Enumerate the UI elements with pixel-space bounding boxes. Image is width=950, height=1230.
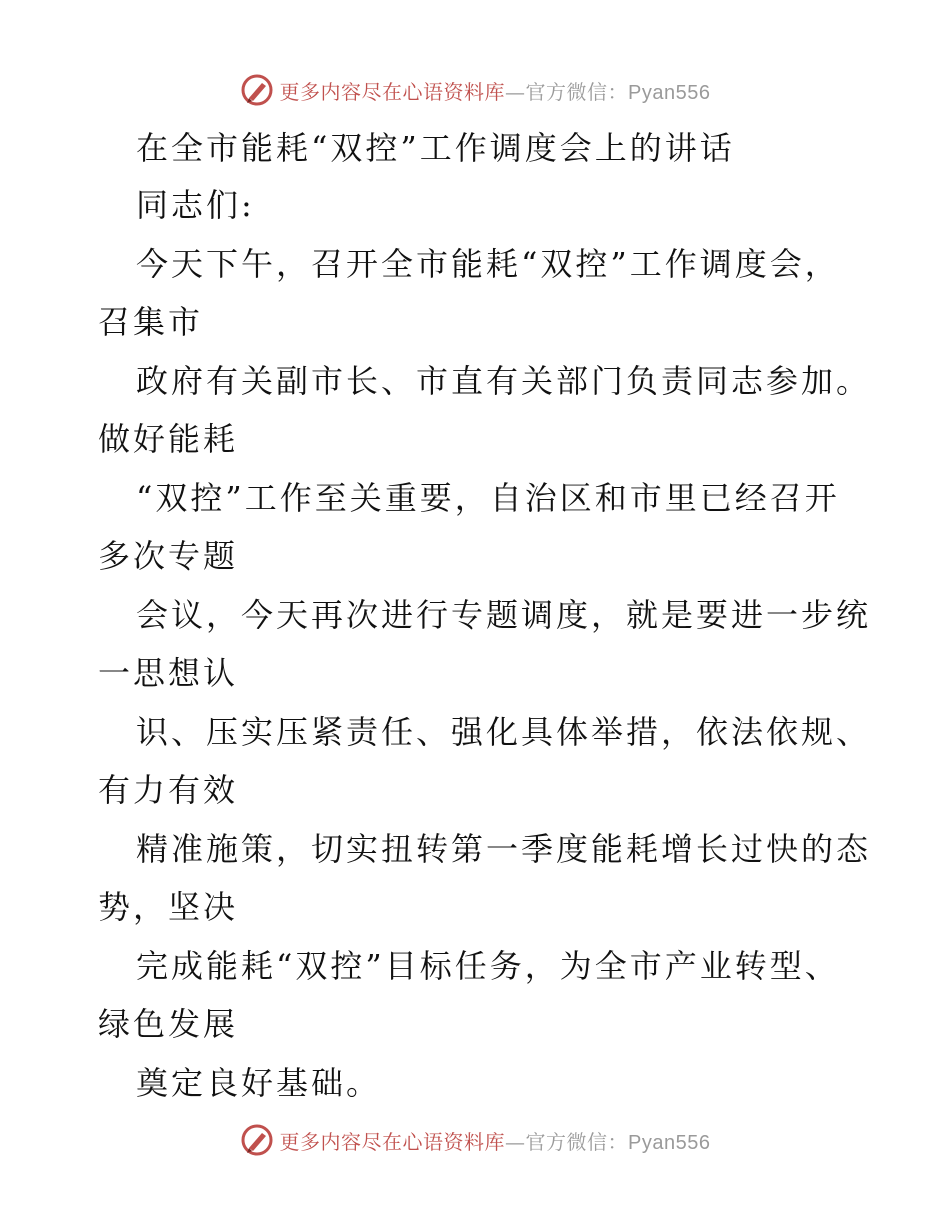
paragraph-line: 召集市 xyxy=(98,303,204,341)
banner-prefix: 更多内容尽在心语资料库 xyxy=(279,1129,506,1154)
paragraph-line: 绿色发展 xyxy=(98,1005,239,1043)
banner-prefix: 更多内容尽在心语资料库 xyxy=(279,79,506,104)
document-title: 在全市能耗“双控”工作调度会上的讲话 xyxy=(136,129,735,167)
paragraph-line: 势，坚决 xyxy=(98,888,239,926)
paragraph-line: 做好能耗 xyxy=(98,420,239,458)
paragraph-line: 今天下午，召开全市能耗“双控”工作调度会， xyxy=(136,245,840,283)
salutation: 同志们: xyxy=(136,186,255,224)
pen-logo-icon xyxy=(240,1123,274,1157)
footer-banner xyxy=(0,1120,950,1160)
banner-text xyxy=(280,76,711,105)
paragraph-line: 政府有关副市长、市直有关部门负责同志参加。 xyxy=(136,362,872,400)
paragraph-line: 识、压实压紧责任、强化具体举措，依法依规、 xyxy=(136,713,872,751)
paragraph-line: 一思想认 xyxy=(98,654,239,692)
paragraph-line: 精准施策，切实扭转第一季度能耗增长过快的态 xyxy=(136,830,872,868)
header-banner xyxy=(0,70,950,110)
banner-dash: — xyxy=(505,1129,526,1154)
paragraph-line: 奠定良好基础。 xyxy=(136,1064,382,1102)
paragraph-line: 会议，今天再次进行专题调度，就是要进一步统 xyxy=(136,596,872,634)
banner-wechat-id: Pyan556 xyxy=(628,81,711,104)
paragraph-line: “双控”工作至关重要，自治区和市里已经召开 xyxy=(136,479,840,517)
banner-dash: — xyxy=(505,79,526,104)
paragraph-line: 有力有效 xyxy=(98,771,239,809)
paragraph-line: 多次专题 xyxy=(98,537,239,575)
paragraph-line: 完成能耗“双控”目标任务，为全市产业转型、 xyxy=(136,947,840,985)
pen-logo-icon xyxy=(240,73,274,107)
banner-middle: 官方微信： xyxy=(525,1129,629,1154)
banner-middle: 官方微信： xyxy=(525,79,629,104)
banner-text xyxy=(280,1126,711,1155)
banner-wechat-id: Pyan556 xyxy=(628,1131,711,1154)
